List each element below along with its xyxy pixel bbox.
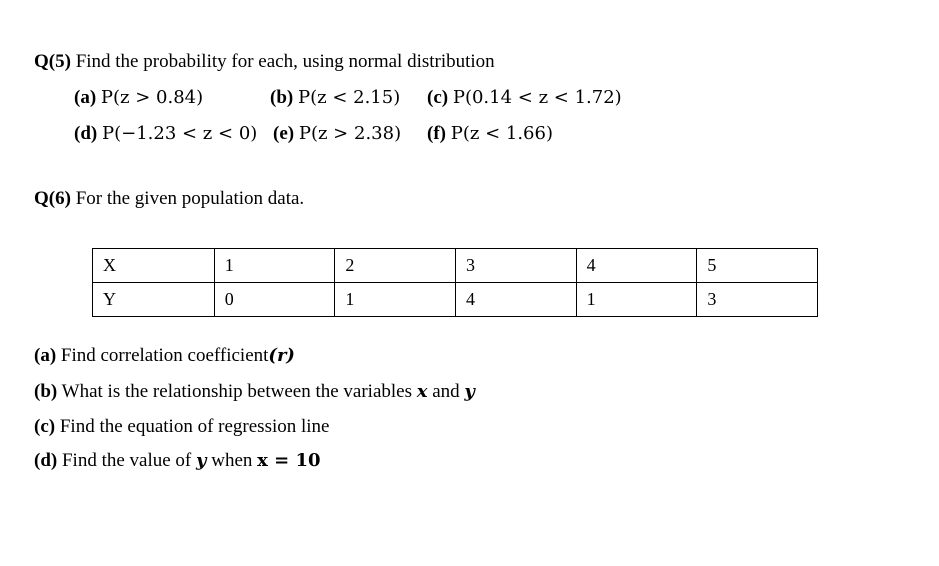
q5-item-b-expr: P(z < 2.15) [297, 87, 401, 108]
q6-part-b-and: and [432, 381, 460, 402]
q5-item-c-expr: P(0.14 < z < 1.72) [452, 87, 622, 108]
table-cell: 4 [576, 249, 697, 283]
q6-part-a-math: (r) [268, 345, 295, 366]
q5-item-f-label: (f) [427, 123, 446, 144]
q5-item-c [427, 88, 622, 107]
table-cell: 1 [335, 283, 456, 317]
q5-item-a [74, 88, 203, 107]
q5-item-e [273, 124, 401, 143]
q6-part-c [34, 417, 329, 436]
q5-item-d-expr: P(−1.23 < z < 0) [101, 123, 258, 144]
q6-part-d-text: Find the value of [61, 450, 192, 471]
q6-part-b-var-y: y [464, 381, 475, 402]
table-cell: 3 [697, 283, 818, 317]
q5-item-e-label: (e) [273, 123, 295, 144]
q6-part-d-when: when [211, 450, 253, 471]
table-cell: 3 [456, 249, 577, 283]
q6-part-a-text: Find correlation coefficient [60, 345, 269, 366]
table-cell: 2 [335, 249, 456, 283]
table-cell: 1 [214, 249, 335, 283]
q6-part-b [34, 382, 475, 401]
q6-part-c-label: (c) [34, 416, 56, 437]
q5-item-f-expr: P(z < 1.66) [450, 123, 553, 144]
q6-part-a-label: (a) [34, 345, 57, 366]
q6-part-b-label: (b) [34, 381, 58, 402]
table-cell: 4 [456, 283, 577, 317]
table-cell: 1 [576, 283, 697, 317]
q6-number: Q(6) [34, 188, 71, 209]
table-row-x [93, 249, 818, 283]
table-header-y: Y [93, 283, 215, 317]
q6-part-a [34, 346, 295, 365]
q5-prompt: Find the probability for each, using normal distribution [75, 51, 495, 72]
q5-item-c-label: (c) [427, 87, 449, 108]
q5-item-a-expr: P(z > 0.84) [100, 87, 204, 108]
q5-item-d [74, 124, 257, 143]
q6-part-c-text: Find the equation of regression line [59, 416, 330, 437]
q6-prompt: For the given population data. [75, 188, 305, 209]
q5-heading [34, 52, 495, 71]
q5-item-f [427, 124, 553, 143]
q5-item-e-expr: P(z > 2.38) [298, 123, 402, 144]
q6-part-d-label: (d) [34, 450, 58, 471]
q5-item-b [270, 88, 400, 107]
table-row-y [93, 283, 818, 317]
table-header-x: X [93, 249, 215, 283]
q6-part-b-var-x: x [416, 381, 428, 402]
q6-part-b-text: What is the relationship between the variables [61, 381, 412, 402]
q5-item-d-label: (d) [74, 123, 98, 144]
q5-item-a-label: (a) [74, 87, 97, 108]
q6-part-d [34, 451, 321, 470]
q5-item-b-label: (b) [270, 87, 294, 108]
q6-heading [34, 189, 304, 208]
population-data-table [92, 248, 818, 317]
table-cell: 0 [214, 283, 335, 317]
table-cell: 5 [697, 249, 818, 283]
q5-number: Q(5) [34, 51, 71, 72]
q6-part-d-expr: x = 10 [257, 450, 321, 471]
q6-part-d-var-y: y [196, 450, 207, 471]
